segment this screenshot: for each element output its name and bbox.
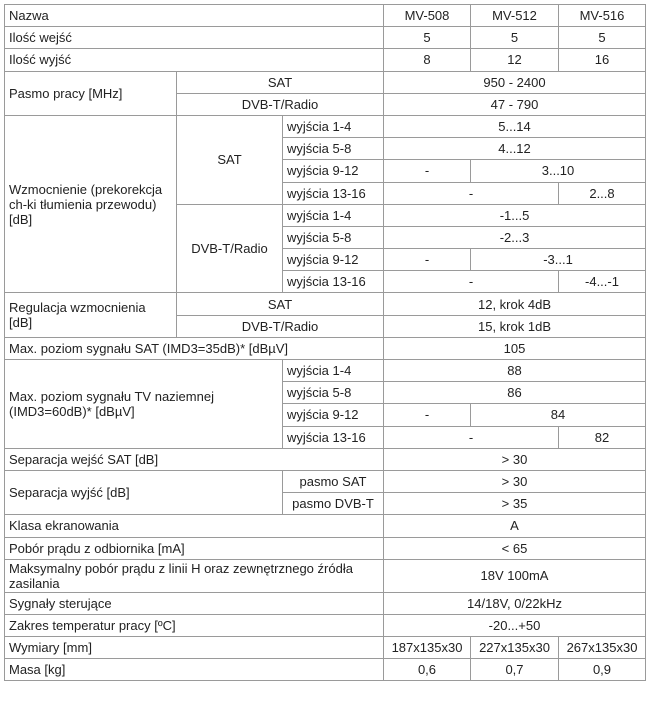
band-sat-label: SAT (177, 71, 384, 93)
gain-adjust-sat-value: 12, krok 4dB (384, 293, 646, 315)
table-row (5, 337, 646, 359)
current-draw-value: < 65 (384, 537, 646, 559)
mass-mv508: 0,6 (384, 659, 471, 681)
max-sat-value: 105 (384, 337, 646, 359)
output-sep-sat-value: > 30 (384, 470, 646, 492)
max-tv-outputs: wyjścia 13-16 (283, 426, 384, 448)
table-row (5, 614, 646, 636)
shielding-label: Klasa ekranowania (5, 515, 384, 537)
mass-mv516: 0,9 (559, 659, 646, 681)
gain-dvbt-label: DVB-T/Radio (177, 204, 283, 293)
band-label: Pasmo pracy [MHz] (5, 71, 177, 115)
gain-sat-value: 3...10 (471, 160, 646, 182)
table-row (5, 470, 646, 492)
header-name-cell: Nazwa (5, 5, 384, 27)
mass-label: Masa [kg] (5, 659, 384, 681)
gain-dvbt-mv508-512-value: - (384, 271, 559, 293)
band-dvbt-value: 47 - 790 (384, 93, 646, 115)
gain-dvbt-outputs: wyjścia 9-12 (283, 249, 384, 271)
band-dvbt-label: DVB-T/Radio (177, 93, 384, 115)
max-current-label: Maksymalny pobór prądu z linii H oraz zewnętrznego źródła zasilania (5, 559, 384, 592)
gain-dvbt-value: -2...3 (384, 226, 646, 248)
table-row (5, 115, 646, 137)
dimensions-mv516: 267x135x30 (559, 637, 646, 659)
control-label: Sygnały sterujące (5, 592, 384, 614)
gain-adjust-dvbt-value: 15, krok 1dB (384, 315, 646, 337)
gain-adjust-dvbt-label: DVB-T/Radio (177, 315, 384, 337)
gain-dvbt-value: -3...1 (471, 249, 646, 271)
gain-sat-mv508-value: - (384, 160, 471, 182)
inputs-label: Ilość wejść (5, 27, 384, 49)
gain-sat-outputs: wyjścia 1-4 (283, 115, 384, 137)
sat-input-sep-value: > 30 (384, 448, 646, 470)
gain-dvbt-value: -1...5 (384, 204, 646, 226)
outputs-label: Ilość wyjść (5, 49, 384, 71)
table-row (5, 27, 646, 49)
table-row (5, 592, 646, 614)
gain-sat-outputs: wyjścia 13-16 (283, 182, 384, 204)
gain-sat-value: 2...8 (559, 182, 646, 204)
outputs-mv516: 16 (559, 49, 646, 71)
gain-dvbt-outputs: wyjścia 5-8 (283, 226, 384, 248)
sat-input-sep-label: Separacja wejść SAT [dB] (5, 448, 384, 470)
inputs-mv512: 5 (471, 27, 559, 49)
table-row (5, 71, 646, 93)
max-tv-outputs: wyjścia 9-12 (283, 404, 384, 426)
model-mv512: MV-512 (471, 5, 559, 27)
inputs-mv508: 5 (384, 27, 471, 49)
model-mv516: MV-516 (559, 5, 646, 27)
gain-dvbt-outputs: wyjścia 1-4 (283, 204, 384, 226)
gain-sat-label: SAT (177, 115, 283, 204)
band-sat-value: 950 - 2400 (384, 71, 646, 93)
max-tv-outputs: wyjścia 1-4 (283, 360, 384, 382)
dimensions-mv508: 187x135x30 (384, 637, 471, 659)
table-row (5, 293, 646, 315)
output-sep-sat-label: pasmo SAT (283, 470, 384, 492)
output-sep-dvbt-value: > 35 (384, 493, 646, 515)
gain-sat-value: 5...14 (384, 115, 646, 137)
gain-adjust-label: Regulacja wzmocnienia [dB] (5, 293, 177, 337)
table-row (5, 559, 646, 592)
max-tv-value: 82 (559, 426, 646, 448)
table-row (5, 659, 646, 681)
output-sep-label: Separacja wyjść [dB] (5, 470, 283, 514)
gain-dvbt-outputs: wyjścia 13-16 (283, 271, 384, 293)
shielding-value: A (384, 515, 646, 537)
mass-mv512: 0,7 (471, 659, 559, 681)
max-sat-label: Max. poziom sygnału SAT (IMD3=35dB)* [dBµV] (5, 337, 384, 359)
gain-sat-outputs: wyjścia 9-12 (283, 160, 384, 182)
outputs-mv508: 8 (384, 49, 471, 71)
max-tv-value: 86 (384, 382, 646, 404)
gain-sat-outputs: wyjścia 5-8 (283, 138, 384, 160)
output-sep-dvbt-label: pasmo DVB-T (283, 493, 384, 515)
inputs-mv516: 5 (559, 27, 646, 49)
gain-label: Wzmocnienie (prekorekcja ch-ki tłumienia przewodu) [dB] (5, 115, 177, 293)
temperature-value: -20...+50 (384, 614, 646, 636)
model-mv508: MV-508 (384, 5, 471, 27)
outputs-mv512: 12 (471, 49, 559, 71)
table-row (5, 537, 646, 559)
table-row (5, 448, 646, 470)
dimensions-label: Wymiary [mm] (5, 637, 384, 659)
dimensions-mv512: 227x135x30 (471, 637, 559, 659)
max-tv-value: 88 (384, 360, 646, 382)
table-row (5, 5, 646, 27)
temperature-label: Zakres temperatur pracy [ºC] (5, 614, 384, 636)
max-tv-label: Max. poziom sygnału TV naziemnej (IMD3=60dB)* [dBµV] (5, 360, 283, 449)
gain-sat-value: 4...12 (384, 138, 646, 160)
gain-dvbt-value: -4...-1 (559, 271, 646, 293)
gain-adjust-sat-label: SAT (177, 293, 384, 315)
max-tv-mv508-512-value: - (384, 426, 559, 448)
table-row (5, 515, 646, 537)
gain-dvbt-mv508-value: - (384, 249, 471, 271)
gain-sat-mv508-512-value: - (384, 182, 559, 204)
table-row (5, 49, 646, 71)
table-row (5, 360, 646, 382)
max-tv-value: 84 (471, 404, 646, 426)
max-current-value: 18V 100mA (384, 559, 646, 592)
spec-table (4, 4, 646, 681)
max-tv-outputs: wyjścia 5-8 (283, 382, 384, 404)
control-value: 14/18V, 0/22kHz (384, 592, 646, 614)
max-tv-mv508-value: - (384, 404, 471, 426)
current-draw-label: Pobór prądu z odbiornika [mA] (5, 537, 384, 559)
table-row (5, 637, 646, 659)
